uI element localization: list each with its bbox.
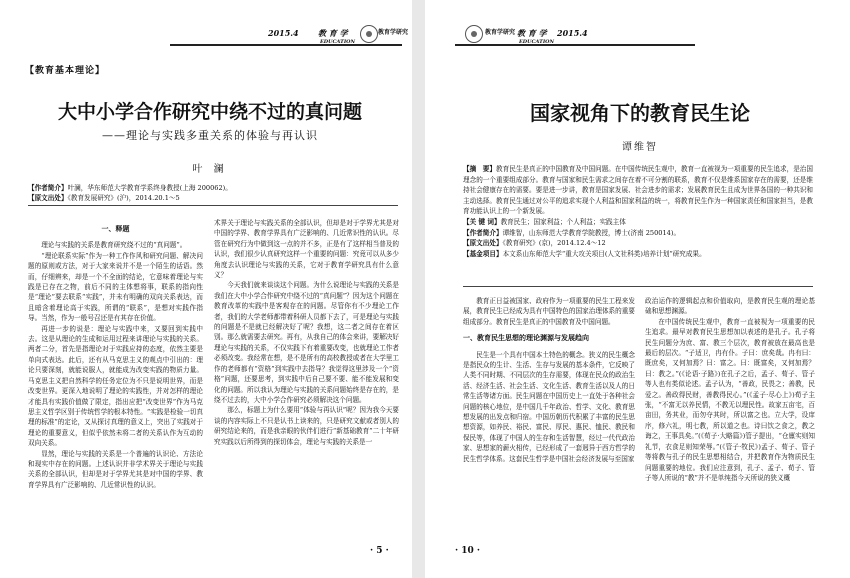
paragraph: 术界关于理论与实践关系的全部认识，但却是对于学界尤其是对中国的学界、教育学界具有广泛影响的、几近常识性的认识。尽管在研究行为中做到这一点的并不多，正是有了这样相当普及的认识，我们很少认真研究这样一个重要的问题：究竟可以从多少角度去认识理论与实践的关系，它对于教育学研究具有什么意义？ [214, 219, 399, 280]
paragraph: 民生是一个具有中国本土特色的概念。狭义的民生概念是指民众的生计、生活、生存与发展的基本条件，它反映了人类不同时期、不同层次的生存需要，体现在民众的政治生活、经济生活、社会生活、文化生活、教育生活以及人的日常生活等诸方面。民生问题在中国历史上一直处于各种社会问题的核心地位，是中国几千年政治、哲学、文化、教育思想发展的出发点和归宿。中国历朝历代积累了丰富的民生思想资源，如养民、裕民、富民、厚民、惠民、恤民、教民和保民等，体现了中国人的生存和生活智慧，经过一代代政治家、思想家的薪火相传，已经形成了一套迥异于西方哲学的民生哲学体系。这套民生哲学是中国社会经济发展与至国家 [463, 350, 635, 463]
left-header-logo-text: 教育学研究 [378, 29, 409, 36]
journal-logo-icon [360, 25, 378, 43]
right-header [425, 22, 850, 44]
section-heading-right: 一、教育民生思想的理论渊源与发展趋向 [463, 334, 589, 343]
right-header-rule [455, 44, 695, 46]
left-header-magazine-en: EDUCATION [320, 39, 356, 45]
source-line: 【原文出处】《教育研究》(京)，2014.12.4～12 [463, 239, 606, 248]
abstract-block [463, 164, 813, 259]
abstract-line: 【摘 要】教育民生是真正的中国教育及中国问题。在中国传统民生观中，教育一直被视为一项重要的民生追求，是治国理念的一个重要组成部分。教育与国家和民生需求之间存在着不可分割的联系，教育不仅是维系国家存在的需要，还是维持社会健康存在的需要。要是进一步讲，教育是国家发展、社会进步的需求；发展教育民生且成为世界各国的一种共识和主动选择。教育民生通过对公平的追求实现个人利益和国家利益的统一，将教育民生作为一种国家责任和国家担当，是教育功能认识上的一个新发展。 [463, 165, 814, 216]
left-header [0, 22, 412, 44]
paragraph: 在中国传统民生观中，教育一直被视为一项重要的民生追求。最早对教育民生思想加以表述的是孔子。孔子将民生问题分为庶、富、教三个层次，教育被放在最高也是最后的层次。“子适卫，冉有仆。子曰：庶矣哉。冉有曰：既庶矣，又何加焉？曰：富之。曰：既富矣，又何加焉？曰：教之。”(《论语·子路》)在孔子之后，孟子、荀子、管子等人也有类似论述。孟子认为，“善政，民畏之；善教，民爱之。善政得民财，善教得民心。”(《孟子·尽心上》)荀子主张，“不富无以养民情，不教无以理民性。故家五亩宅，百亩田，务其业，而勿夺其时，所以富之也。立大学，设庠序，修六礼，明七教，所以道之也。诗曰饮之食之，教之诲之，王事具矣。”(《荀子·大略篇》)管子提出，“仓廪实则知礼节，衣食足则知荣辱。”(《管子·牧民》)孟子、荀子、管子等将教与孔子的民生思想相结合，并把教育作为物质民生问题重要的地位。我们应注意到，孔子、孟子、荀子、管子等人所说的“教”并不是单纯指今天所说的狭义概 [645, 317, 815, 482]
right-column-1 [463, 296, 635, 564]
author-right: 谭维智 [622, 142, 658, 153]
meta-block-left [28, 183, 398, 203]
paragraph: 那么，标题上为什么要用“体验与再认识”呢？因为我今天要谈的内容实际上不只是认书上读来的，只是研究文献或者别人的研究结论来的，而是我亲眼的伙伴们进行“新基础教育”二十年研究实践以后所得到的探切体会，理论与实践的关系是一 [214, 406, 399, 446]
book-gutter [412, 0, 425, 578]
article-title-right: 国家视角下的教育民生论 [530, 101, 750, 125]
left-column-1 [28, 218, 203, 563]
left-header-magazine: 教 育 学 [318, 28, 348, 38]
left-column-2 [214, 218, 399, 540]
keywords-line: 【关 键 词】教育民生；国家利益；个人利益；实践主体 [463, 217, 626, 226]
right-header-magazine-en: EDUCATION [519, 39, 555, 45]
meta-rule-left [28, 205, 398, 206]
journal-logo-icon [465, 25, 483, 43]
right-page [425, 0, 850, 578]
section-tag: 【教育基本理论】 [25, 66, 106, 76]
paragraph: 教育正日益被国家、政府作为一项重要的民生工程来发展，教育民生已经成为具有中国特色的国家治理体系的重要组成部分。教育民生是真正的中国教育及中国问题。 [463, 297, 635, 326]
right-header-magazine: 教 育 学 [517, 28, 547, 38]
article-title-left: 大中小学合作研究中绕不过的真问题 [57, 101, 362, 123]
paragraph: 显然，理论与实践的关系是一个普遍的认识论、方法论和现实中存在的问题。上述认识并非学术界关于理论与实践关系的全部认识，但却是对于学界尤其是对中国的学界、教育学界具有广泛影响的、几近常识性的认识。 [28, 449, 203, 489]
paragraph: “理论联系实际”作为一种工作作风和研究问题、解决问题的原则或方法，对于大家来说并不是一个陌生的话语。然而，仔细辨来，却是一个不全面的结论，它意味着理论与实践是已存在之物，前后不同的主体想将事，联系的指向性是“理论”要去联系“实践”，并未有明确的双向关系表达，而且暗含着理论高于实践，所谓的“联系”，是想对实践作指导。当然，作为一般号召还是有其存在价值。 [28, 251, 203, 323]
left-header-issue: 2015.4 [268, 28, 299, 38]
paragraph: 政治运作的逻辑起点和价值取向，是教育民生观的理论基础和思想渊源。 [645, 297, 815, 316]
author-left: 叶 澜 [192, 164, 228, 175]
page-number-left: · 5 · [370, 546, 389, 556]
right-header-issue: 2015.4 [557, 28, 588, 38]
paragraph: 今天我们就来谈谈这个问题。为什么说理论与实践的关系是我们在大中小学合作研究中绕不过的“真问题”？因为这个问题在教育改革的实践中是客观存在的问题。尽管你有不少理论工作者，我们的大学老师都带着科研人员都下去了，可是理论与实践的问题是不是就已经解决好了呢？我想，这二者之间存在着区别。那么就需要去研究。再有，从我自己的体会来讲，要解决好理论与实践的关系，不仅实践下有着重要改变，也就理论工作者必须改变。我经常在想，是不是所有的高校教授或者在大学里工作的老师都有“资格”到实践中去指导？我觉得这里涉及一个“资格”问题，还要思考，到实践中后自己要不要、能不能发展和变化的问题。所以我认为理论与实践的关系问题始终是存在的，是绕不过去的，大中小学合作研究必须解决这个问题。 [214, 281, 399, 404]
right-header-logo-text: 教育学研究 [485, 29, 516, 36]
author-info-line: 【作者简介】谭维智，山东师范大学教育学院教授，博士(济南 250014)。 [463, 228, 681, 237]
left-header-rule [170, 44, 402, 46]
section-heading-left: 一、释题 [101, 225, 130, 233]
paragraph: 理论与实践的关系是教育研究绕不过的“真问题”。 [41, 241, 187, 250]
left-page [0, 0, 412, 578]
page-number-right: · 10 · [455, 546, 481, 556]
paragraph: 再进一步的说是：理论与实践中来，又要回到实践中去。这是从理论的生成和运用过程来讲理论与实践的关系。两者二分，首先是指理论对于实践应持的态度，依然主要是单向式表达。此后，还有从马克思主义的观点中引出的：理论只要深刻，就能说服人，就能成为改变实践的物质力量。马克思主义把自然科学的任务定位为不只是说明世界，而是改变世界。更深入地说明了理论的实践性，并对怎样的理论才能具有实践价值做了限定，指出应把“改变世界”作为马克思主义哲学区别于传统哲学的根本特性。“实践是检验一切真理的标准”的定论，又从探讨真理的意义上，突出了实践对于理论的重要意义，但似乎依然未将二者的关系认作为互动的双向关系。 [28, 324, 203, 448]
article-subtitle-left: ——理论与实践多重关系的体验与再认识 [102, 129, 318, 142]
meta-line: 【作者简介】叶澜，华东师范大学教育学系终身教授(上海 200062)。 [28, 184, 232, 192]
funding-line: 【基金项目】本文系山东师范大学“重大攻关项目(人文社科类)培养计划”研究成果。 [463, 249, 706, 258]
abstract-rule [463, 286, 813, 287]
meta-line: 【原文出处】《教育发展研究》(沪)，2014.20.1～5 [28, 194, 180, 202]
right-column-2 [645, 296, 815, 564]
